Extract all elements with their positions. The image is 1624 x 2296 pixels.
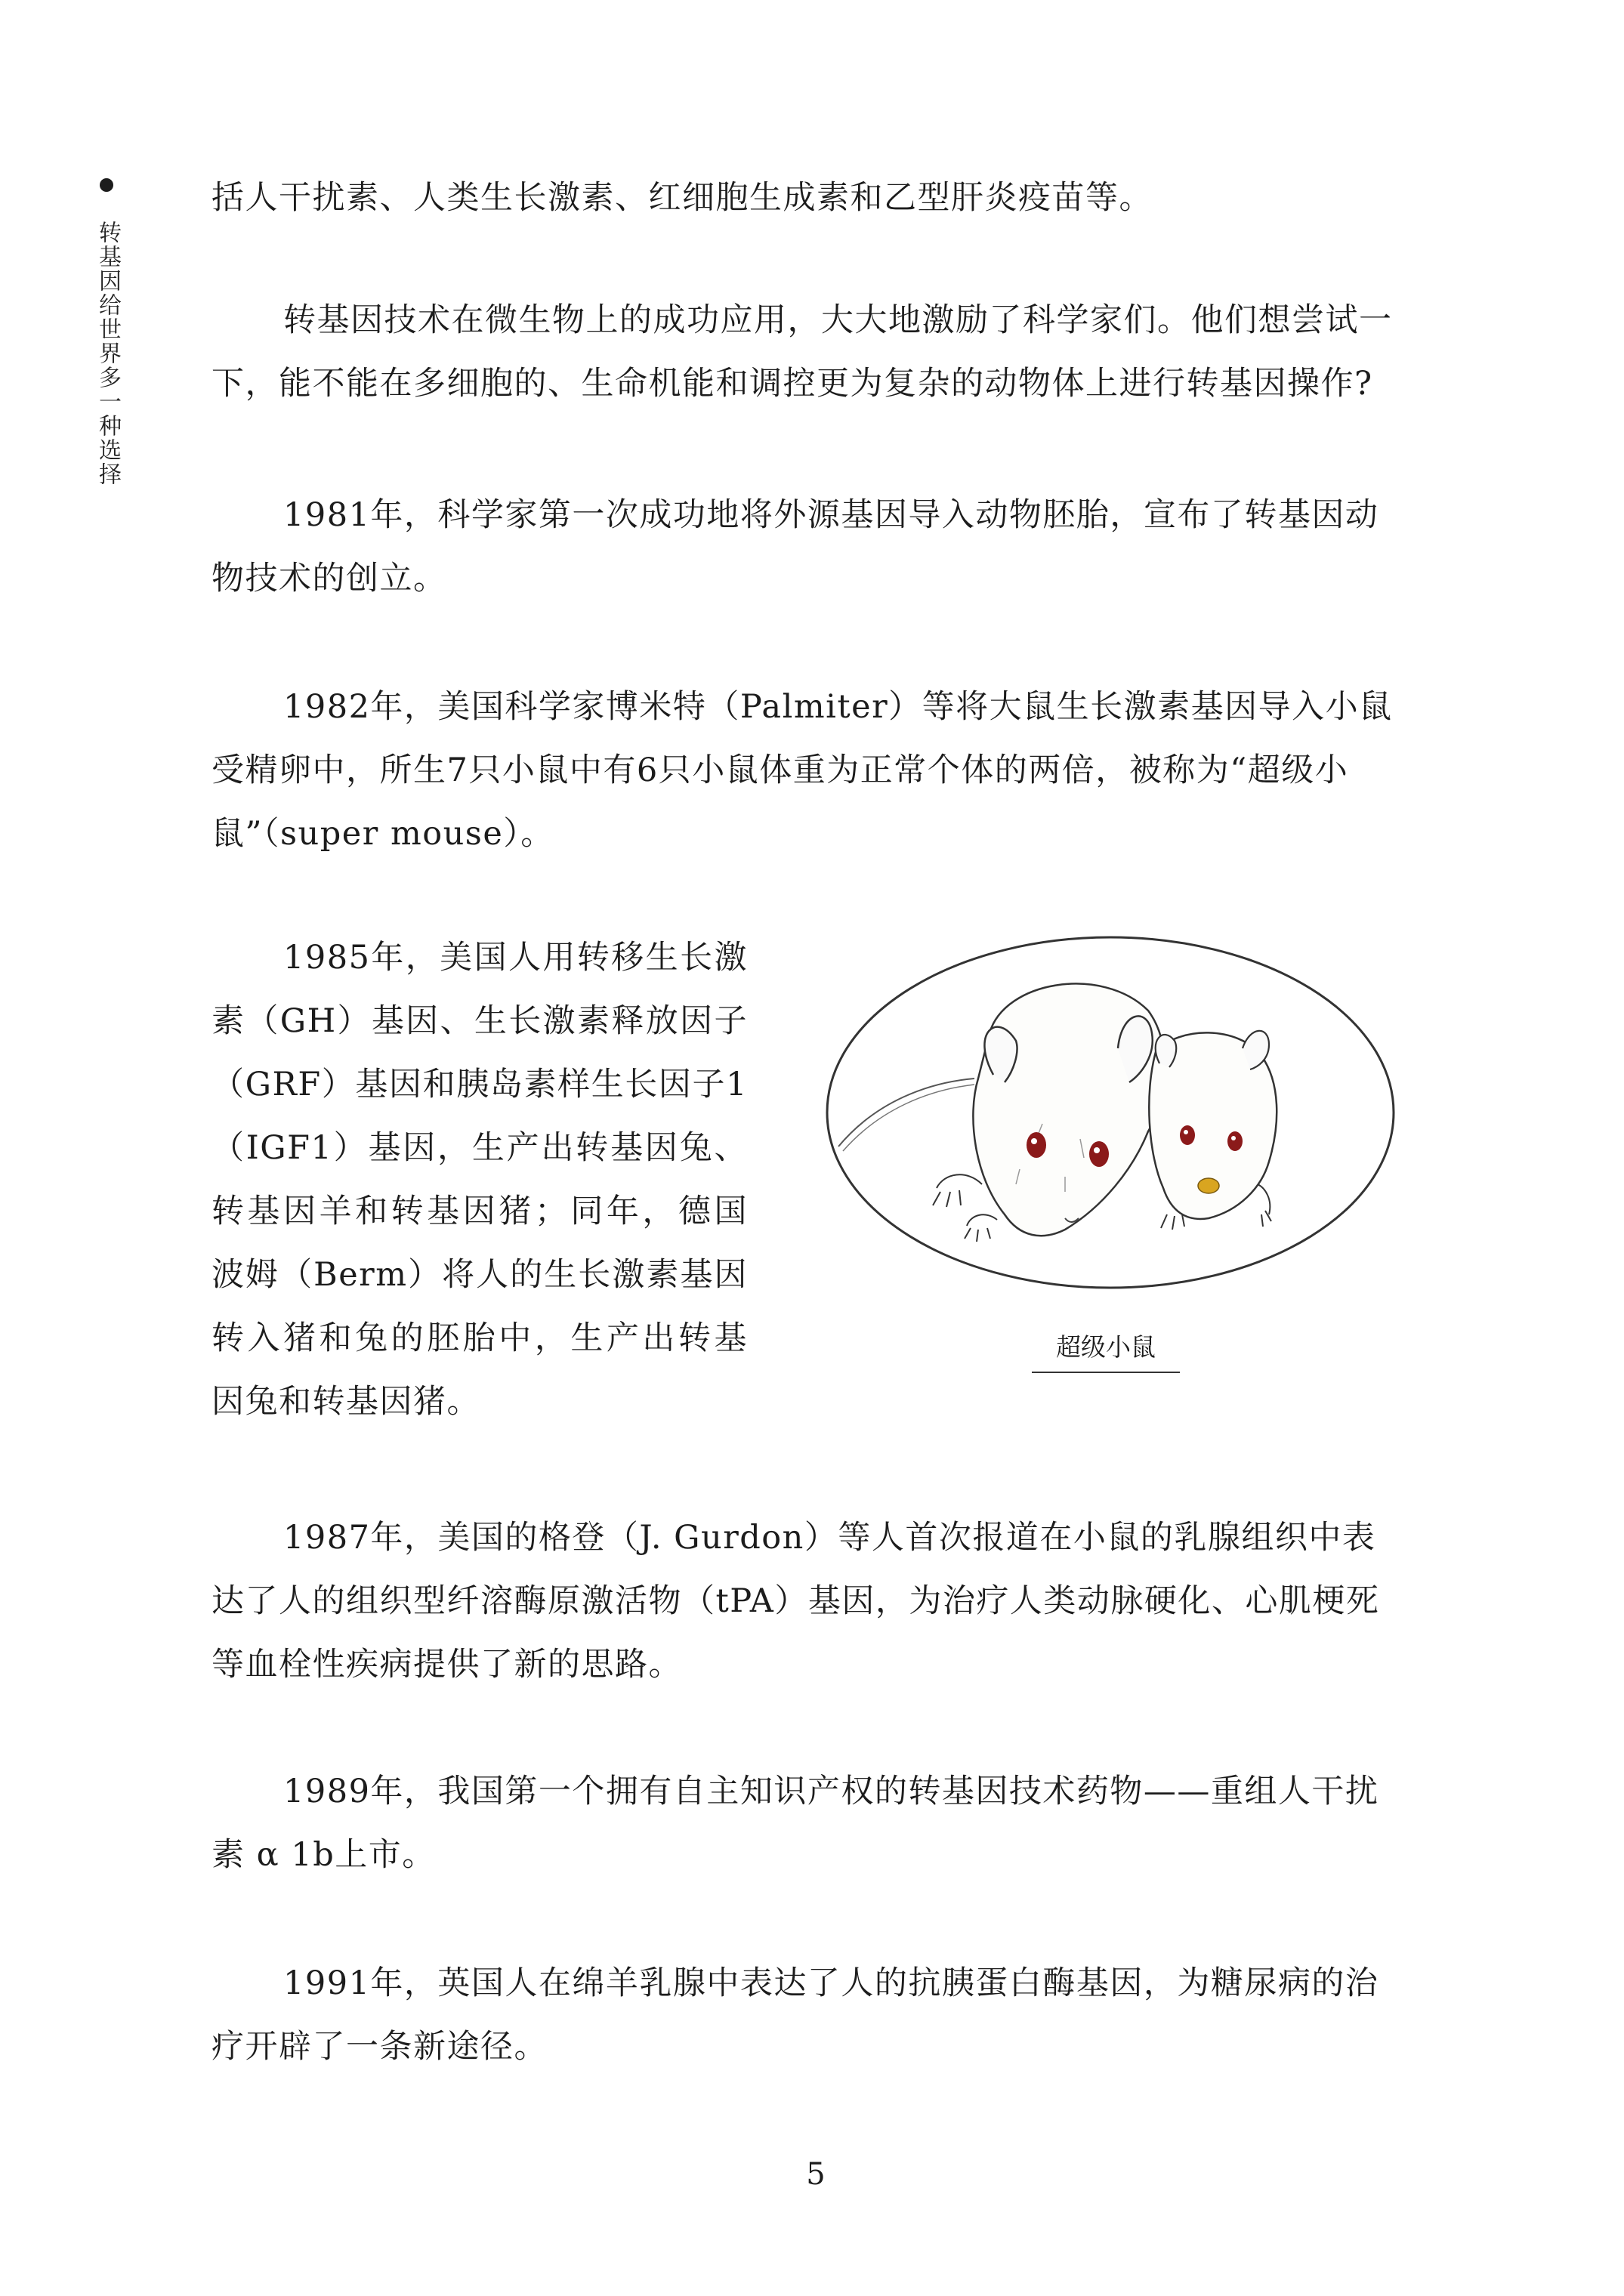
paragraph-1985: 1985年，美国人用转移生长激素（GH）基因、生长激素释放因子（GRF）基因和胰岛素样生长因子1（IGF1）基因，生产出转基因兔、转基因羊和转基因猪；同年，德国波姆（Berm）将人的生长激素基因转入猪和兔的胚胎中，生产出转基因兔和转基因猪。 bbox=[211, 939, 748, 1421]
sidebar-bullet bbox=[100, 178, 113, 192]
paragraph-1982: 1982年，美国科学家博米特（Palmiter）等将大鼠生长激素基因导入小鼠受精卵中，所生7只小鼠中有6只小鼠体重为正常个体的两倍，被称为“超级小鼠”（super mouse）。 bbox=[211, 688, 1393, 853]
super-mouse-figure bbox=[816, 927, 1405, 1305]
paragraph-1991: 1991年，英国人在绵羊乳腺中表达了人的抗胰蛋白酶基因，为糖尿病的治疗开辟了一条新途径。 bbox=[211, 1964, 1379, 2066]
small-mouse-right-eye bbox=[1227, 1131, 1243, 1151]
small-mouse-left-eye bbox=[1180, 1125, 1195, 1145]
large-mouse-left-eye bbox=[1027, 1132, 1046, 1158]
page-number: 5 bbox=[806, 2157, 826, 2192]
paragraph-microbe-success: 转基因技术在微生物上的成功应用，大大地激励了科学家们。他们想尝试一下，能不能在多细胞的、生命机能和调控更为复杂的动物体上进行转基因操作? bbox=[211, 301, 1393, 403]
figure-caption: 超级小鼠 bbox=[1032, 1332, 1180, 1373]
large-mouse-right-eye bbox=[1089, 1141, 1109, 1167]
super-mouse-illustration bbox=[816, 927, 1405, 1305]
paragraph-continuation: 括人干扰素、人类生长激素、红细胞生成素和乙型肝炎疫苗等。 bbox=[211, 179, 1153, 217]
paragraph-1989: 1989年，我国第一个拥有自主知识产权的转基因技术药物——重组人干扰素 α 1b上市。 bbox=[211, 1773, 1379, 1874]
small-mouse-nose bbox=[1198, 1178, 1219, 1193]
paragraph-1987: 1987年，美国的格登（J. Gurdon）等人首次报道在小鼠的乳腺组织中表达了人的组织型纤溶酶原激活物（tPA）基因，为治疗人类动脉硬化、心肌梗死等血栓性疾病提供了新的思路。 bbox=[211, 1519, 1380, 1683]
paragraph-1981: 1981年，科学家第一次成功地将外源基因导入动物胚胎，宣布了转基因动物技术的创立。 bbox=[211, 496, 1379, 597]
book-title-vertical: 转基因给世界多一种选择 bbox=[94, 221, 121, 486]
